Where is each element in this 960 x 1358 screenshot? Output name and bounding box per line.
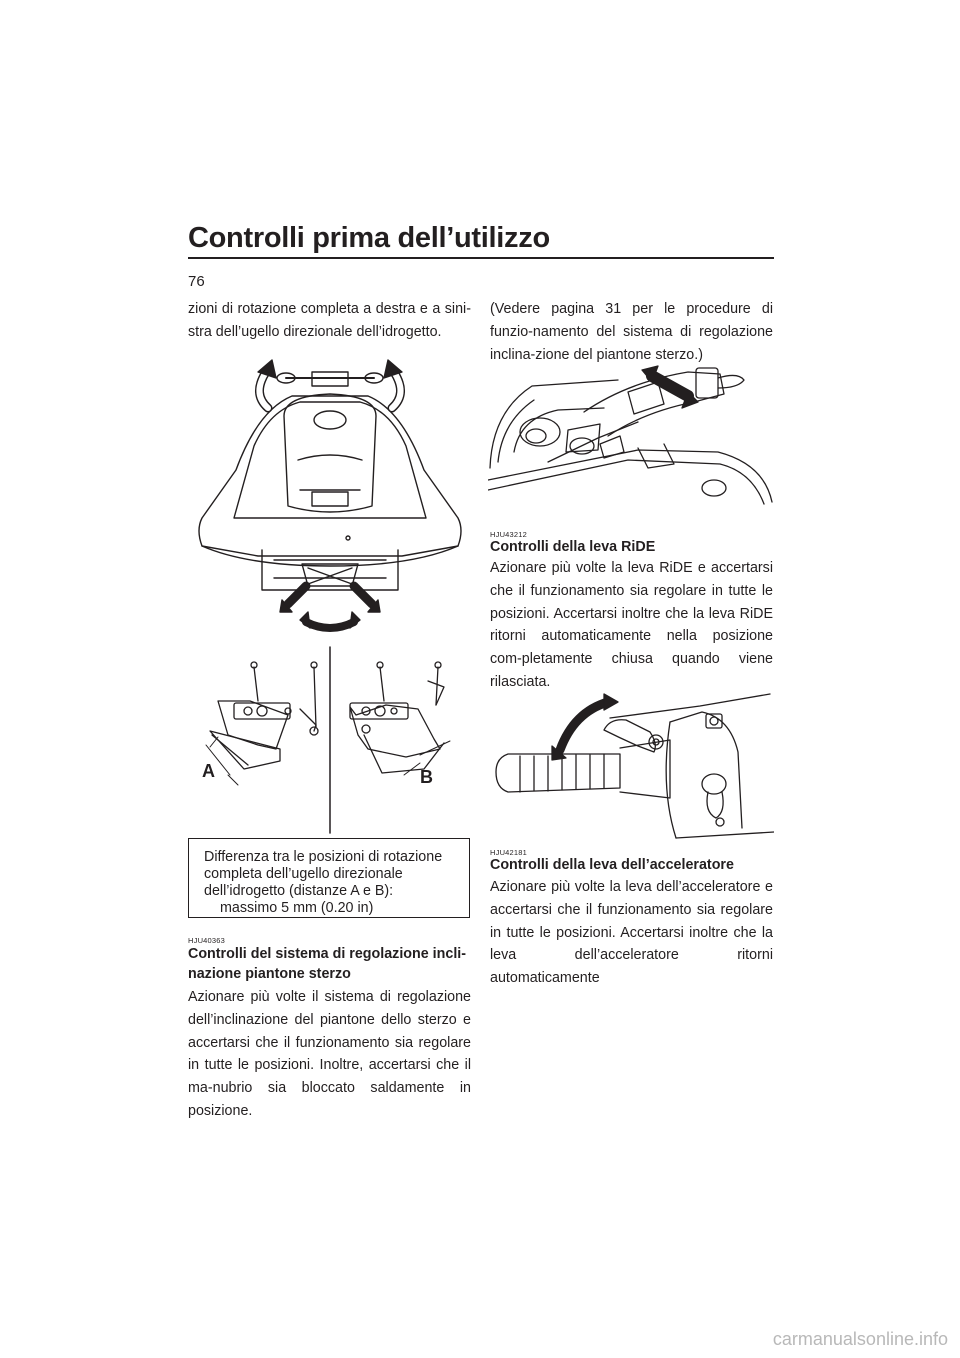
jet-nozzle-detail-figure <box>188 645 472 835</box>
section-body: Azionare più volte il sistema di regolazione dell’inclinazione del piantone dello sterzo e accertarsi che il funzionamento sia regolare in tutte le posizioni. Inoltre, accertarsi che il ma-nubrio sia bloccato saldamente in posizione. <box>188 989 471 1119</box>
section-heading: Controlli della leva dell’acceleratore <box>490 857 734 873</box>
section-code: HJU42181 <box>490 848 528 857</box>
spec-line: completa dell’ugello direzionale <box>204 866 403 882</box>
page-number: 76 <box>188 273 205 290</box>
section-heading: Controlli della leva RiDE <box>490 539 656 555</box>
right-intro-text: (Vedere pagina 31 per le procedure di funzio-namento del sistema di regolazione inclina-zione del piantone sterzo.) <box>490 301 773 363</box>
label-a: A <box>202 761 215 781</box>
specification-box <box>188 838 470 918</box>
section-heading: Controlli del sistema di regolazione incli-nazione piantone sterzo <box>188 946 467 982</box>
section-code: HJU40363 <box>188 936 226 945</box>
header-rule <box>188 257 774 259</box>
spec-line: dell’idrogetto (distanze A e B): <box>204 883 394 899</box>
ride-lever-figure <box>490 688 774 844</box>
watermark-url[interactable]: carmanualsonline.info <box>772 1329 948 1349</box>
spec-line: Differenza tra le posizioni di rotazione <box>204 849 443 865</box>
section-body: Azionare più volte la leva RiDE e accertarsi che il funzionamento sia regolare in tutte le posizioni. Accertarsi inoltre che la leva RiDE ritorni automaticamente nella posizione com-pletamente chiusa quando viene rilasciata. <box>490 560 773 690</box>
watercraft-top-view-figure <box>188 350 472 640</box>
spec-value: massimo 5 mm (0.20 in) <box>220 900 374 916</box>
section-code: HJU43212 <box>490 530 528 539</box>
page-title: Controlli prima dell’utilizzo <box>188 222 550 254</box>
left-intro-text: zioni di rotazione completa a destra e a sini-stra dell’ugello direzionale dell’idrogetto. <box>188 301 471 340</box>
steering-column-tilt-figure <box>488 352 774 522</box>
section-body: Azionare più volte la leva dell’acceleratore e accertarsi che il funzionamento sia regolare in tutte le posizioni. Accertarsi inoltre che la leva dell’acceleratore ritorni automaticamente <box>490 879 773 987</box>
label-b: B <box>420 767 433 787</box>
